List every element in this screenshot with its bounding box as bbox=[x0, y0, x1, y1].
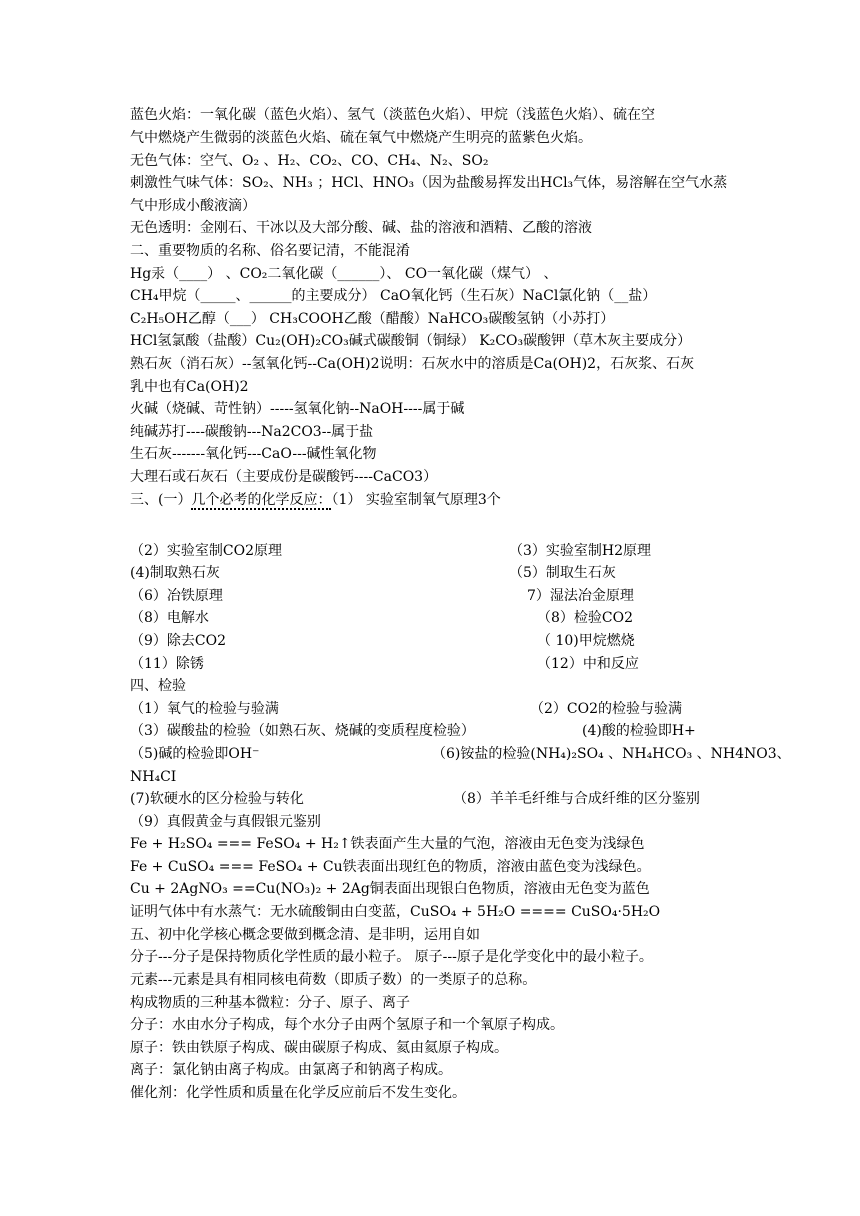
test-item: （5)碱的检验即OH⁻ bbox=[130, 746, 260, 762]
text-line: 熟石灰（消石灰）--氢氧化钙--Ca(OH)2说明：石灰水中的溶质是Ca(OH)2，石灰浆、石灰 bbox=[130, 356, 695, 372]
reaction-item: （8）电解水 bbox=[130, 610, 209, 626]
text-line: 原子：铁由铁原子构成、碳由碳原子构成、氦由氦原子构成。 bbox=[130, 1040, 508, 1056]
reaction-item: （8）检验CO2 bbox=[537, 610, 634, 626]
reaction-item: 7）湿法冶金原理 bbox=[527, 588, 634, 604]
text-line: 离子：氯化钠由离子构成。由氯离子和钠离子构成。 bbox=[130, 1062, 452, 1078]
section-heading-reactions bbox=[130, 491, 501, 509]
text-line: 气中燃烧产生微弱的淡蓝色火焰、硫在氧气中燃烧产生明亮的蓝紫色火焰。 bbox=[130, 130, 592, 146]
text-line: 纯碱苏打----碳酸钠---Na2CO3--属于盐 bbox=[130, 424, 374, 440]
reaction-item: （11）除锈 bbox=[130, 656, 204, 672]
text-line: 分子：水由水分子构成，每个水分子由两个氢原子和一个氧原子构成。 bbox=[130, 1017, 564, 1033]
reaction-item: （12）中和反应 bbox=[537, 656, 639, 672]
test-item: （6)铵盐的检验(NH₄)₂SO₄ 、NH₄HCO₃ 、NH4NO3、 bbox=[432, 746, 791, 762]
equation-line: Fe + CuSO₄ === FeSO₄ + Cu铁表面出现红色的物质，溶液由蓝色变为浅绿色。 bbox=[130, 859, 651, 875]
text-line: 催化剂：化学性质和质量在化学反应前后不发生变化。 bbox=[130, 1085, 466, 1101]
test-item: （3）碳酸盐的检验（如熟石灰、烧碱的变质程度检验） bbox=[130, 723, 475, 739]
reaction-item: （ 10)甲烷燃烧 bbox=[537, 633, 635, 649]
reaction-item: （5）制取生石灰 bbox=[509, 565, 616, 581]
test-item: （1）氧气的检验与验满 bbox=[130, 701, 279, 717]
text-line: 无色透明：金刚石、干冰以及大部分酸、碱、盐的溶液和酒精、乙酸的溶液 bbox=[130, 220, 592, 236]
test-item: （2）CO2的检验与验满 bbox=[530, 701, 683, 717]
text-line: 构成物质的三种基本微粒：分子、原子、离子 bbox=[130, 995, 410, 1011]
section-heading: 二、重要物质的名称、俗名要记清，不能混淆 bbox=[130, 243, 410, 259]
text-line: 生石灰-------氧化钙---CaO---碱性氧化物 bbox=[130, 446, 377, 462]
text-line: CH₄甲烷（_____、______的主要成分） CaO氧化钙（生石灰）NaCl氯化钠（__盐） bbox=[130, 288, 657, 304]
text-line: Hg汞（____） 、CO₂二氧化碳（______）、 CO一氧化碳（煤气） 、 bbox=[130, 266, 558, 282]
text-line: 无色气体：空气、O₂ 、H₂、CO₂、CO、CH₄、N₂、SO₂ bbox=[130, 153, 489, 169]
reaction-item: （2）实验室制CO2原理 bbox=[130, 543, 283, 559]
text-line: 大理石或石灰石（主要成份是碳酸钙----CaCO3） bbox=[130, 469, 438, 485]
reaction-item: （9）除去CO2 bbox=[130, 633, 227, 649]
text-line: 蓝色火焰：一氧化碳（蓝色火焰）、氢气（淡蓝色火焰）、甲烷（浅蓝色火焰）、硫在空 bbox=[130, 107, 655, 123]
heading-prefix: 三、(一） bbox=[130, 492, 192, 508]
text-line: NH₄CI bbox=[130, 769, 177, 785]
test-item: （8）羊羊毛纤维与合成纤维的区分鉴别 bbox=[453, 791, 700, 807]
section-heading: 五、初中化学核心概念要做到概念清、是非明，运用自如 bbox=[130, 927, 480, 943]
text-line: 分子---分子是保持物质化学性质的最小粒子。 原子---原子是化学变化中的最小粒子。 bbox=[130, 949, 653, 965]
equation-line: Cu + 2AgNO₃ ==Cu(NO₃)₂ + 2Ag铜表面出现银白色物质，溶液由无色变为蓝色 bbox=[130, 881, 650, 897]
text-line: （9）真假黄金与真假银元鉴别 bbox=[130, 814, 321, 830]
section-heading: 四、检验 bbox=[130, 678, 186, 694]
reaction-item: (4)制取熟石灰 bbox=[130, 565, 220, 581]
text-line: HCl氢氯酸（盐酸）Cu₂(OH)₂CO₃碱式碳酸铜（铜绿） K₂CO₃碳酸钾（草木灰主要成分） bbox=[130, 333, 692, 349]
text-line: 乳中也有Ca(OH)2 bbox=[130, 379, 249, 395]
test-item: (4)酸的检验即H+ bbox=[582, 723, 696, 739]
text-line: C₂H₅OH乙醇（___） CH₃COOH乙酸（醋酸）NaHCO₃碳酸氢钠（小苏打） bbox=[130, 311, 615, 327]
reaction-item: （3）实验室制H2原理 bbox=[509, 543, 652, 559]
text-line: 刺激性气味气体：SO₂、NH₃ ；HCl、HNO₃（因为盐酸易挥发出HCl₃气体，易溶解在空气水蒸 bbox=[130, 175, 728, 191]
equation-line: Fe + H₂SO₄ === FeSO₄ + H₂↑铁表面产生大量的气泡，溶液由无色变为浅绿色 bbox=[130, 836, 645, 852]
test-item: (7)软硬水的区分检验与转化 bbox=[130, 791, 304, 807]
text-line: 元素---元素是具有相同核电荷数（即质子数）的一类原子的总称。 bbox=[130, 972, 537, 988]
reaction-item: （6）冶铁原理 bbox=[130, 588, 223, 604]
text-line: 火碱（烧碱、苛性钠）-----氢氧化钠--NaOH----属于碱 bbox=[130, 401, 465, 417]
heading-suffix: （1） 实验室制氧气原理3个 bbox=[331, 492, 501, 508]
heading-dotted: 几个必考的化学反应： bbox=[191, 492, 332, 508]
text-line: 气中形成小酸液滴） bbox=[130, 198, 256, 214]
equation-line: 证明气体中有水蒸气：无水硫酸铜由白变蓝，CuSO₄ + 5H₂O ==== CuSO₄·5H₂O bbox=[130, 904, 661, 920]
